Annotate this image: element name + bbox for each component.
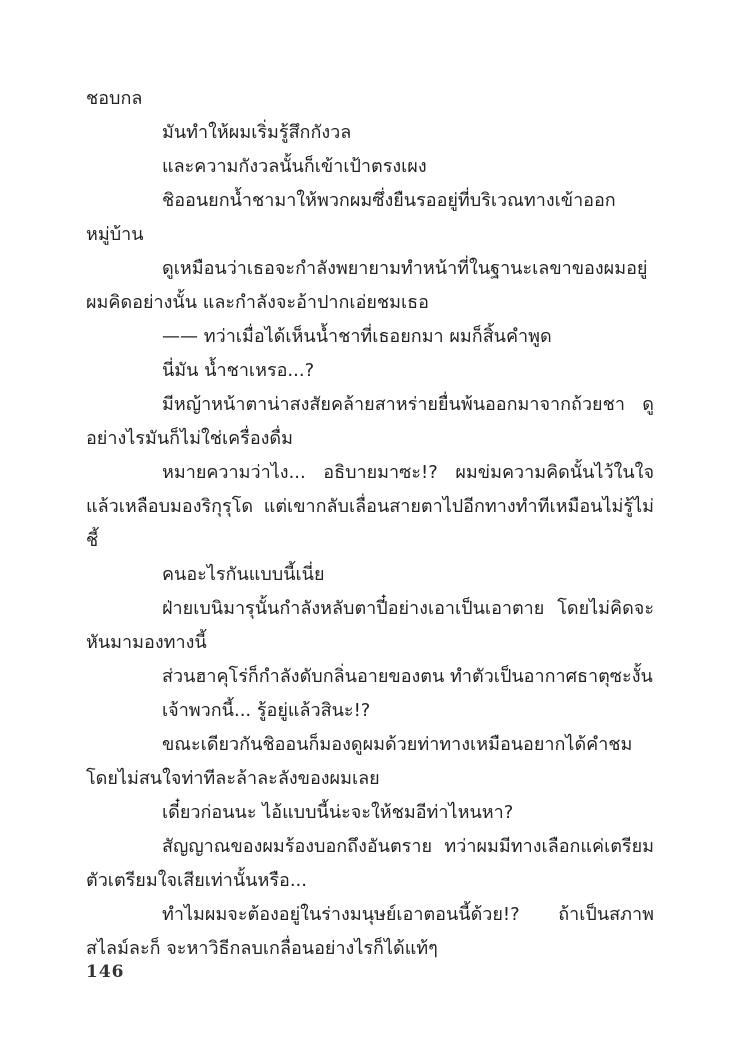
- paragraph: คนอะไรกันแบบนี้เนี่ย: [162, 564, 325, 585]
- body-text: [86, 82, 654, 966]
- paragraph: เจ้าพวกนี้... รู้อยู่แล้วสินะ!?: [162, 700, 371, 721]
- paragraph: ฝ่ายเบนิมารุนั้นกำลังหลับตาปี๋อย่างเอาเป็นเอาตาย โดยไม่คิดจะหันมามองทางนี้: [86, 598, 654, 653]
- paragraph: เดี๋ยวก่อนนะ ไอ้แบบนี้น่ะจะให้ชมอีท่าไหนหา?: [162, 802, 514, 823]
- paragraph: มันทำให้ผมเริ่มรู้สึกกังวล: [162, 122, 352, 143]
- paragraph: นี่มัน น้ำชาเหรอ...?: [162, 360, 315, 381]
- paragraph: ชิออนยกน้ำชามาให้พวกผมซึ่งยืนรออยู่ที่บริเวณทางเข้าออกหมู่บ้าน: [86, 190, 616, 245]
- paragraph: ดูเหมือนว่าเธอจะกำลังพยายามทำหน้าที่ในฐานะเลขาของผมอยู่ ผมคิดอย่างนั้น และกำลังจะอ้าปากเอ่ยชมเธอ: [86, 258, 648, 313]
- paragraph: ขณะเดียวกันชิออนก็มองดูผมด้วยท่าทางเหมือนอยากได้คำชม โดยไม่สนใจท่าทีละล้าละลังของผมเลย: [86, 734, 633, 789]
- paragraph: สัญญาณของผมร้องบอกถึงอันตราย ทว่าผมมีทางเลือกแค่เตรียมตัวเตรียมใจเสียเท่านั้นหรือ...: [86, 836, 654, 891]
- paragraph: หมายความว่าไง... อธิบายมาซะ!? ผมข่มความคิดนั้นไว้ในใจแล้วเหลือบมองริกุรุโด แต่เขากลับเลื่อนสายตาไปอีกทางทำทีเหมือนไม่รู้ไม่ชี้: [86, 462, 654, 551]
- paragraph: ทำไมผมจะต้องอยู่ในร่างมนุษย์เอาตอนนี้ด้วย!? ถ้าเป็นสภาพสไลม์ละก็ จะหาวิธีกลบเกลื่อนอย่างไรก็ได้แท้ๆ: [86, 904, 654, 959]
- paragraph: และความกังวลนั้นก็เข้าเป้าตรงเผง: [162, 156, 427, 177]
- paragraph: —— ทว่าเมื่อได้เห็นน้ำชาที่เธอยกมา ผมก็สิ้นคำพูด: [162, 326, 552, 347]
- paragraph: ส่วนฮาคุโร่ก็กำลังดับกลิ่นอายของตน ทำตัวเป็นอากาศธาตุซะงั้น: [162, 666, 653, 687]
- paragraph: ชอบกล: [86, 88, 143, 109]
- paragraph: มีหญ้าหน้าตาน่าสงสัยคล้ายสาหร่ายยื่นพ้นออกมาจากถ้วยชา ดูอย่างไรมันก็ไม่ใช่เครื่องดื่ม: [86, 394, 654, 449]
- page-number: 146: [86, 962, 125, 982]
